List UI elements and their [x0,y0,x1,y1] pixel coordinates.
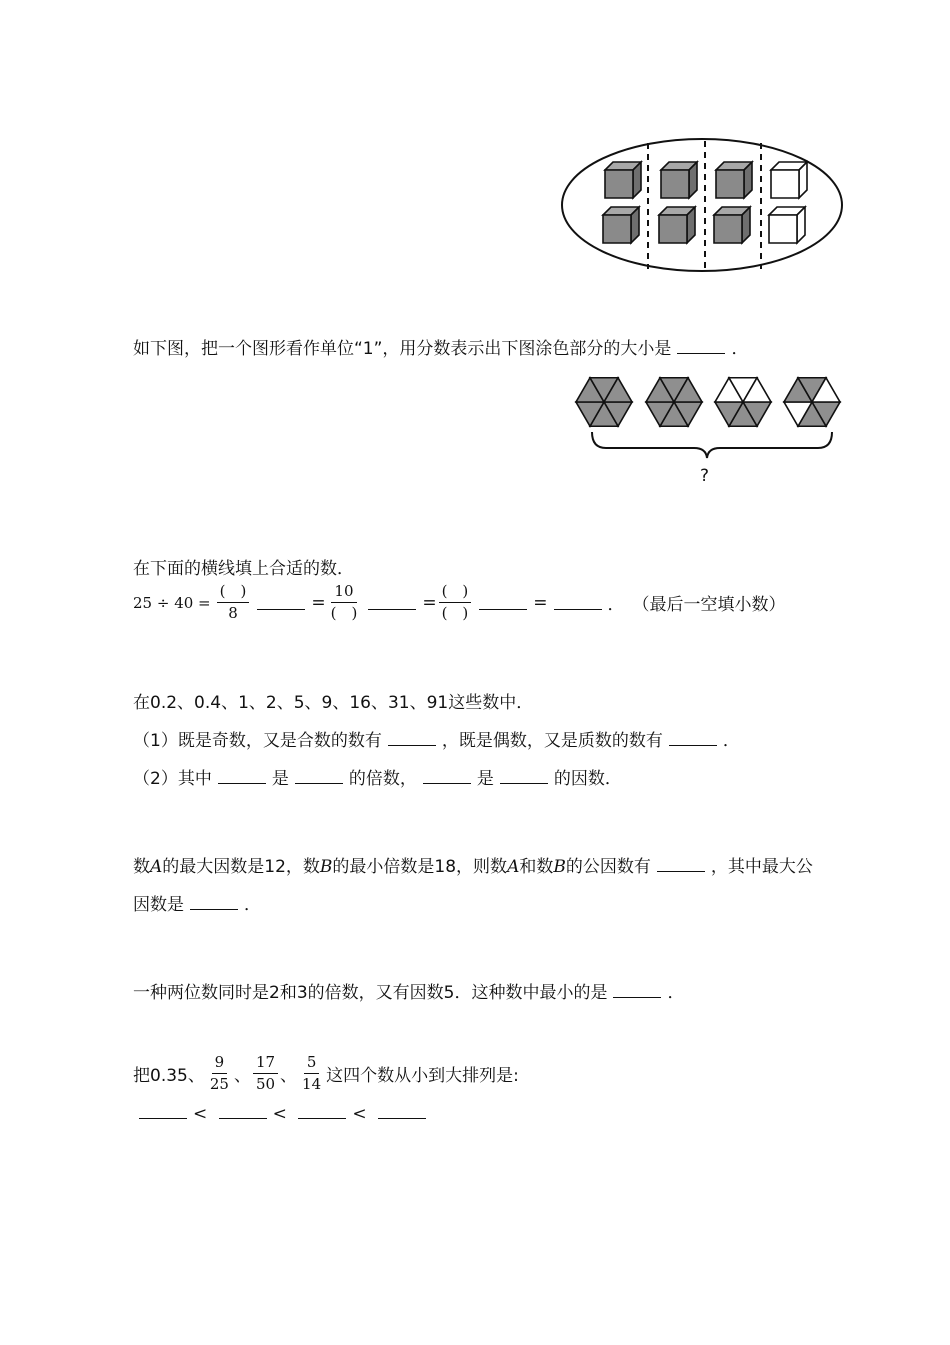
q4-var-a: A [150,857,163,877]
q6-blank-4[interactable] [378,1104,426,1119]
q3-p1-blank-2[interactable] [669,731,717,746]
q4-a: 数 [133,857,150,877]
question-6-line-1 [133,1054,519,1093]
q3-p2-blank-1[interactable] [218,769,266,784]
q2-eq-2: = [422,592,437,613]
hexagon [715,378,771,426]
q6-suffix: 这四个数从小到大排列是: [326,1066,519,1086]
q6-fraction-2 [253,1054,278,1093]
question-3-part-2 [133,764,622,789]
hexagon [784,378,840,426]
q2-f2-den: ( ) [330,604,358,622]
empty-cube [771,162,807,198]
hexagon [576,378,632,426]
q4-blank-1[interactable] [657,857,705,872]
q6-sep-1: 、 [233,1066,251,1086]
q4-end: ． [244,895,261,915]
question-2-intro: 在下面的横线填上合适的数． [133,559,354,579]
q6-f1-den: 25 [209,1075,229,1093]
hexagon-figure [570,370,850,485]
question-1 [133,334,748,359]
q2-note: （最后一空填小数） [632,595,786,615]
cube-figure [560,135,850,280]
q3-p2-a: （2）其中 [133,769,212,789]
q3-p1-a: （1）既是奇数，又是合数的数有 [133,731,382,751]
q6-f1-num: 9 [212,1054,228,1074]
q4-c: 的最小倍数是18，则数 [332,857,508,877]
question-5 [133,978,684,1003]
q2-end: ． [607,595,625,615]
q6-f2-den: 50 [255,1075,276,1093]
q3-p2-c: 的倍数， [348,769,417,789]
q5-blank[interactable] [613,983,661,998]
q4-var-a-2: A [507,857,520,877]
q2-eq-1: = [311,592,326,613]
q6-blank-1[interactable] [139,1104,187,1119]
question-2-equation [133,583,786,622]
q3-p1-blank-1[interactable] [388,731,436,746]
hexagon [646,378,702,426]
q4-line2: 因数是 [133,895,184,915]
question-6-line-2 [133,1104,432,1124]
question-4-line-1 [133,852,813,877]
question-3-part-1 [133,726,740,751]
q5-text: 一种两位数同时是2和3的倍数，又有因数5．这种数中最小的是 [133,983,608,1003]
q6-blank-3[interactable] [298,1104,346,1119]
q2-blank-4[interactable] [554,595,602,610]
q4-b: 的最大因数是12，数 [162,857,320,877]
question-4-line-2 [133,890,261,915]
q3-p2-blank-2[interactable] [295,769,343,784]
q2-blank-2[interactable] [368,595,416,610]
shaded-cube [714,207,750,243]
q6-lt-2: < [272,1104,287,1124]
q4-f: ，其中最大公 [710,857,813,877]
q2-blank-3[interactable] [479,595,527,610]
q2-f3-num: ( ) [439,583,472,603]
q3-p2-blank-4[interactable] [500,769,548,784]
q3-p2-blank-3[interactable] [423,769,471,784]
q6-blank-2[interactable] [219,1104,267,1119]
q5-end: ． [667,983,685,1003]
q3-p2-b: 是 [271,769,289,789]
q4-var-b-2: B [553,857,566,877]
shaded-cube [716,162,752,198]
q2-f1-num: ( ) [217,583,250,603]
q2-f1-den: 8 [228,604,238,622]
q6-fraction-1 [207,1054,232,1093]
q6-f2-num: 17 [253,1054,278,1074]
q6-f3-num: 5 [304,1054,320,1074]
q2-f3-den: ( ) [441,604,469,622]
shaded-cube [659,207,695,243]
q6-prefix: 把0.35、 [133,1066,205,1086]
q6-fraction-3 [299,1054,324,1093]
q2-lhs: 25 ÷ 40 = [133,593,211,612]
q1-end: ． [731,339,749,359]
q2-f2-num: 10 [331,583,356,603]
empty-cube [769,207,805,243]
q4-var-b: B [319,857,333,877]
q4-e: 的公因数有 [565,857,651,877]
q3-p2-d: 是 [476,769,494,789]
q2-fraction-3 [439,583,472,622]
q1-blank[interactable] [677,339,725,354]
shaded-cube [605,162,641,198]
q6-lt-1: < [193,1104,208,1124]
q6-f3-den: 14 [302,1075,322,1093]
shaded-cube [661,162,697,198]
q6-sep-2: 、 [280,1066,298,1086]
q6-lt-3: < [352,1104,367,1124]
q2-fraction-1 [217,583,250,622]
q4-d: 和数 [519,857,554,877]
question-3-intro: 在0.2、0.4、1、2、5、9、16、31、91这些数中． [133,693,534,713]
brace-label: ? [700,466,710,486]
q2-fraction-2 [328,583,361,622]
shaded-cube [603,207,639,243]
q2-eq-3: = [533,592,548,613]
q3-p1-end: ． [722,731,740,751]
q2-blank-1[interactable] [257,595,305,610]
q4-blank-2[interactable] [190,895,238,910]
q1-text: 如下图，把一个图形看作单位“1”，用分数表示出下图涂色部分的大小是 [133,339,672,359]
q3-p1-b: ，既是偶数，又是质数的数有 [441,731,663,751]
q3-p2-e: 的因数． [553,769,622,789]
